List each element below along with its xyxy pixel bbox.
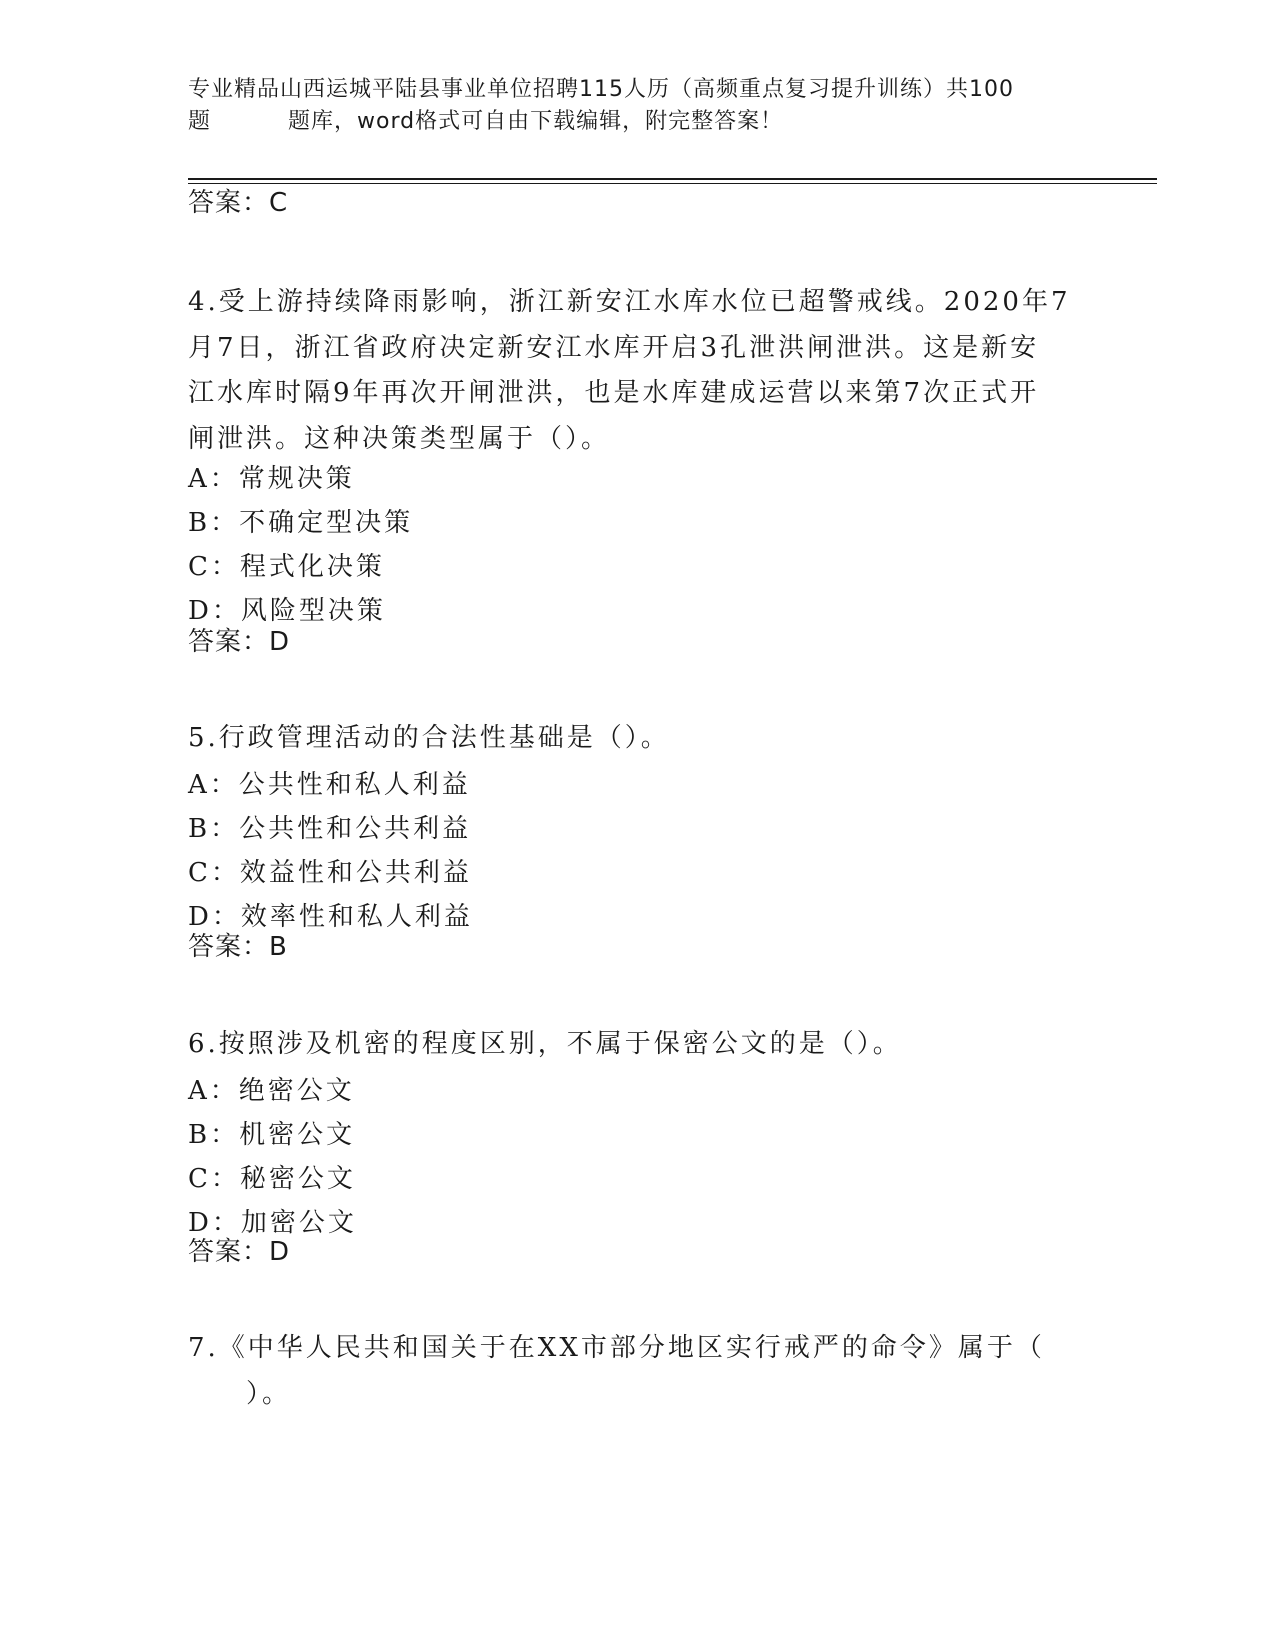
question-4-line: 江水库时隔9年再次开闸泄洪，也是水库建成运营以来第7次正式开 (188, 378, 1040, 408)
question-4-option-b: B：不确定型决策 (188, 508, 414, 538)
question-4-line: 闸泄洪。这种决策类型属于（）。 (188, 423, 611, 454)
question-4-text (188, 280, 1071, 462)
question-5-text (188, 716, 1068, 762)
question-6-option-d: D：加密公文 (188, 1208, 357, 1238)
question-4-line: 4.受上游持续降雨影响，浙江新安江水库水位已超警戒线。2020年7 (188, 287, 1071, 317)
question-5-line: 5.行政管理活动的合法性基础是（）。 (188, 723, 670, 753)
question-6-line: 6.按照涉及机密的程度区别，不属于保密公文的是（）。 (188, 1029, 902, 1059)
question-7-text (188, 1326, 1068, 1417)
header-rule-thin (188, 183, 1157, 184)
header-title-line2 (188, 106, 1088, 138)
question-7-line: ）。 (246, 1378, 292, 1409)
question-5-answer: 答案：B (188, 932, 288, 962)
header-title-line2-a: 题 (188, 109, 212, 134)
question-6-option-c: C：秘密公文 (188, 1164, 356, 1194)
question-4-option-c: C：程式化决策 (188, 552, 385, 582)
question-5-option-a: A：公共性和私人利益 (188, 770, 471, 800)
question-4-option-a: A：常规决策 (188, 464, 355, 494)
answer-prev: 答案：C (188, 188, 289, 218)
question-5-option-d: D：效率性和私人利益 (188, 902, 473, 932)
header-title-line1: 专业精品山西运城平陆县事业单位招聘115人历（高频重点复习提升训练）共100 (188, 77, 1014, 102)
question-5-option-c: C：效益性和公共利益 (188, 858, 472, 888)
question-4-option-d: D：风险型决策 (188, 596, 386, 626)
question-4-line: 月7日，浙江省政府决定新安江水库开启3孔泄洪闸泄洪。这是新安 (188, 332, 1040, 363)
question-6-option-a: A：绝密公文 (188, 1076, 355, 1106)
header-rule-thick (188, 178, 1157, 180)
question-7-line: 7.《中华人民共和国关于在XX市部分地区实行戒严的命令》属于（ (188, 1333, 1045, 1363)
header-title-line2-b: 题库，word格式可自由下载编辑，附完整答案！ (288, 109, 784, 134)
question-6-text (188, 1022, 1068, 1068)
question-6-option-b: B：机密公文 (188, 1120, 356, 1150)
question-6-answer: 答案：D (188, 1237, 291, 1267)
question-5-option-b: B：公共性和公共利益 (188, 814, 472, 844)
page-header (188, 74, 1088, 138)
question-4-answer: 答案：D (188, 627, 291, 657)
